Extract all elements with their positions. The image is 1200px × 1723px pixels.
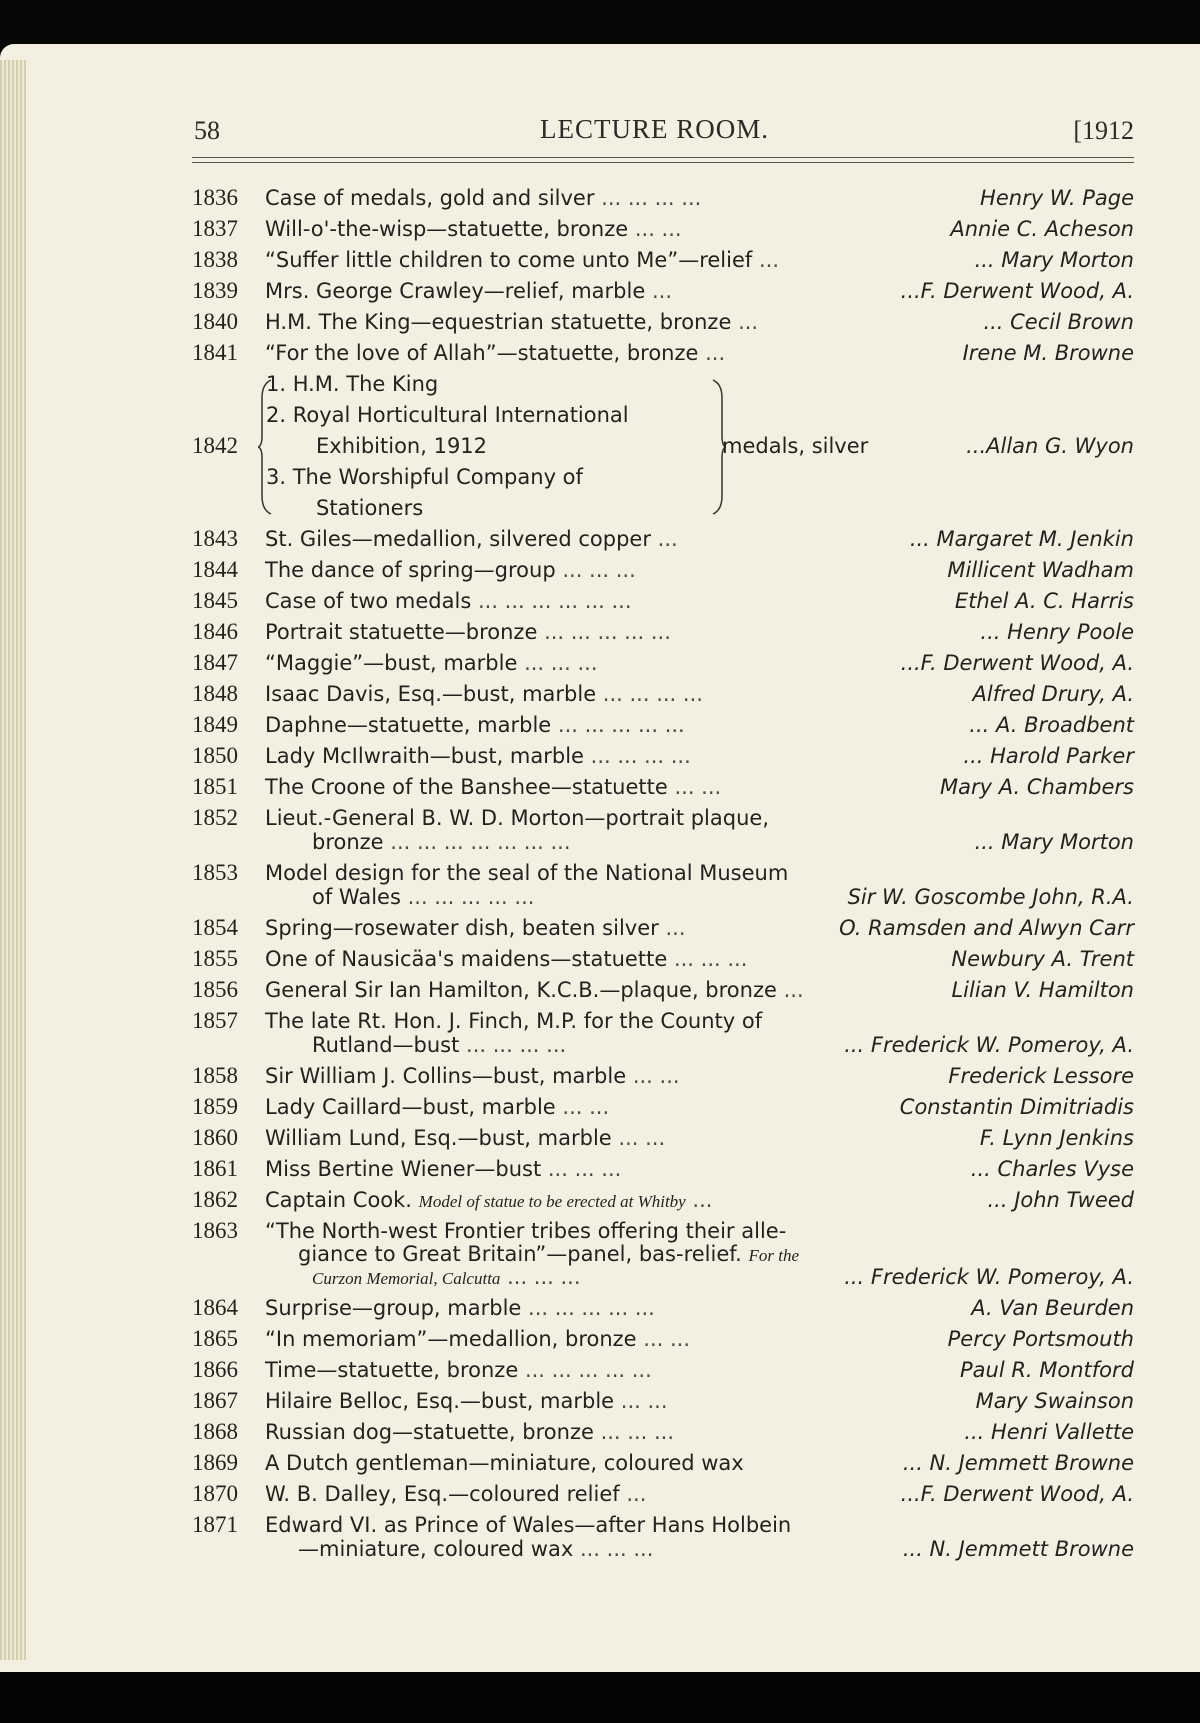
entry-number: 1866: [192, 1357, 238, 1382]
entry-artist: ... Harold Parker: [963, 744, 1134, 768]
entry-number: 1845: [192, 588, 238, 613]
entry-title: Isaac Davis, Esq.—bust, marble ... ... ... ...: [265, 682, 703, 706]
entry-artist: O. Ramsden and Alwyn Carr: [839, 916, 1134, 940]
group-item: 2. Royal Horticultural International: [266, 403, 629, 427]
entry-1843: [192, 525, 1134, 553]
entry-1846: [192, 618, 1134, 646]
entry-artist: ... Charles Vyse: [970, 1157, 1134, 1181]
entry-artist: A. Van Beurden: [971, 1296, 1134, 1320]
entry-title: Case of two medals ... ... ... ... ... ...: [265, 589, 632, 613]
entry-1858: [192, 1062, 1134, 1090]
entry-title: William Lund, Esq.—bust, marble ... ...: [265, 1126, 666, 1150]
entry-number: 1855: [192, 946, 238, 971]
entry-title: “In memoriam”—medallion, bronze ... ...: [265, 1327, 691, 1351]
entry-number: 1865: [192, 1326, 238, 1351]
entry-number: 1869: [192, 1450, 238, 1475]
entry-title-cont: —miniature, coloured wax ... ... ...: [298, 1537, 654, 1561]
entry-1851: [192, 773, 1134, 801]
entry-title: The dance of spring—group ... ... ...: [265, 558, 636, 582]
entry-title: H.M. The King—equestrian statuette, bronze ...: [265, 310, 759, 334]
entry-number: 1850: [192, 743, 238, 768]
entry-number: 1846: [192, 619, 238, 644]
header-rule-thin: [192, 162, 1134, 163]
entry-artist: Frederick Lessore: [948, 1064, 1134, 1088]
entry-number: 1862: [192, 1187, 238, 1212]
entry-number: 1871: [192, 1512, 238, 1537]
entry-artist: Mary Swainson: [975, 1389, 1134, 1413]
entry-title: A Dutch gentleman—miniature, coloured wax: [265, 1451, 744, 1475]
page-title: LECTURE ROOM.: [540, 114, 769, 144]
entry-1847: [192, 649, 1134, 677]
entry-artist: Irene M. Browne: [962, 341, 1134, 365]
entry-artist: Alfred Drury, A.: [972, 682, 1134, 706]
entry-1863-cont2: [192, 1263, 1134, 1291]
entry-title: Sir William J. Collins—bust, marble ... ...: [265, 1064, 680, 1088]
left-brace: [258, 378, 272, 516]
entry-artist: Paul R. Montford: [959, 1358, 1134, 1382]
entry-number: 1858: [192, 1063, 238, 1088]
entry-1871-cont: [192, 1535, 1134, 1563]
entry-artist: ...F. Derwent Wood, A.: [900, 651, 1134, 675]
entry-artist: ... Frederick W. Pomeroy, A.: [844, 1033, 1134, 1057]
entry-artist: ... John Tweed: [987, 1188, 1134, 1212]
group-item: 1. H.M. The King: [266, 372, 439, 396]
entry-number: 1841: [192, 340, 238, 365]
entry-1866: [192, 1356, 1134, 1384]
entry-title-cont: Curzon Memorial, Calcutta ... ... ...: [312, 1265, 581, 1289]
entry-1852-cont: [192, 828, 1134, 856]
entry-title: W. B. Dalley, Esq.—coloured relief ...: [265, 1482, 647, 1506]
entry-title: Edward VI. as Prince of Wales—after Hans Holbein: [265, 1513, 792, 1537]
entry-title: “For the love of Allah”—statuette, bronze ...: [265, 341, 726, 365]
entry-number: 1861: [192, 1156, 238, 1181]
bottom-background: [0, 1672, 1200, 1723]
entry-artist: ... Cecil Brown: [983, 310, 1134, 334]
entry-title: Lady McIlwraith—bust, marble ... ... ... ...: [265, 744, 691, 768]
entry-artist: ... N. Jemmett Browne: [902, 1451, 1134, 1475]
entry-title: Captain Cook. Model of statue to be erected at Whitby ...: [265, 1188, 713, 1212]
entry-number: 1853: [192, 860, 238, 885]
entry-title: “Suffer little children to come unto Me”—relief ...: [265, 248, 780, 272]
entry-number: 1847: [192, 650, 238, 675]
entry-number: 1836: [192, 185, 238, 210]
entry-number: 1863: [192, 1218, 238, 1243]
entry-1849: [192, 711, 1134, 739]
entry-title: St. Giles—medallion, silvered copper ...: [265, 527, 678, 551]
entry-1853-cont: [192, 883, 1134, 911]
entry-number: 1839: [192, 278, 238, 303]
entry-1860: [192, 1124, 1134, 1152]
entry-title-cont: giance to Great Britain”—panel, bas-relief. For the: [298, 1242, 800, 1266]
entry-artist: ... Margaret M. Jenkin: [909, 527, 1134, 551]
entry-1838: [192, 246, 1134, 274]
entry-1840: [192, 308, 1134, 336]
entry-title: The late Rt. Hon. J. Finch, M.P. for the County of: [265, 1009, 763, 1033]
entry-1869: [192, 1449, 1134, 1477]
entry-1839: [192, 277, 1134, 305]
entry-number: 1837: [192, 216, 238, 241]
entry-title-cont: bronze ... ... ... ... ... ... ...: [312, 830, 571, 854]
entry-title: Miss Bertine Wiener—bust ... ... ...: [265, 1157, 622, 1181]
entry-1844: [192, 556, 1134, 584]
entry-1848: [192, 680, 1134, 708]
group-item: 3. The Worshipful Company of: [266, 465, 583, 489]
entry-title: Surprise—group, marble ... ... ... ... ...: [265, 1296, 655, 1320]
entry-1864: [192, 1294, 1134, 1322]
group-item: Stationers: [316, 496, 424, 520]
entry-title: Mrs. George Crawley—relief, marble ...: [265, 279, 672, 303]
header-rule: [192, 157, 1134, 158]
entry-number: 1856: [192, 977, 238, 1002]
entry-artist: ... Henri Vallette: [964, 1420, 1134, 1444]
entry-title: Will-o'-the-wisp—statuette, bronze ... ...: [265, 217, 682, 241]
entry-1857-cont: [192, 1031, 1134, 1059]
entry-number: 1848: [192, 681, 238, 706]
entry-title: Case of medals, gold and silver ... ... ... ...: [265, 186, 702, 210]
entry-title: Daphne—statuette, marble ... ... ... ... ...: [265, 713, 685, 737]
entry-note: Curzon Memorial, Calcutta: [312, 1269, 501, 1288]
entry-1862: [192, 1186, 1134, 1214]
entry-note: Model of statue to be erected at Whitby: [418, 1192, 686, 1211]
entry-1854: [192, 914, 1134, 942]
entry-number: 1842: [192, 433, 238, 458]
entry-1837: [192, 215, 1134, 243]
page-number: 58: [194, 116, 220, 145]
entry-number: 1840: [192, 309, 238, 334]
entry-1859: [192, 1093, 1134, 1121]
entry-artist: ...Allan G. Wyon: [966, 434, 1134, 458]
entry-artist: ... Mary Morton: [974, 248, 1134, 272]
group-medals-label: medals, silver: [722, 434, 869, 458]
entry-number: 1843: [192, 526, 238, 551]
entry-1855: [192, 945, 1134, 973]
entry-artist: Annie C. Acheson: [950, 217, 1134, 241]
entry-1845: [192, 587, 1134, 615]
group-item: Exhibition, 1912: [316, 434, 488, 458]
entry-1836: [192, 184, 1134, 212]
entry-artist: Sir W. Goscombe John, R.A.: [847, 885, 1134, 909]
entry-number: 1864: [192, 1295, 238, 1320]
top-background: [0, 0, 1200, 48]
entry-number: 1854: [192, 915, 238, 940]
entry-1861: [192, 1155, 1134, 1183]
entry-artist: ...F. Derwent Wood, A.: [900, 279, 1134, 303]
entry-artist: Lilian V. Hamilton: [951, 978, 1134, 1002]
entry-number: 1844: [192, 557, 238, 582]
entry-number: 1860: [192, 1125, 238, 1150]
entry-title-cont: Rutland—bust ... ... ... ...: [312, 1033, 567, 1057]
entry-artist: ... Henry Poole: [980, 620, 1134, 644]
entry-title: “The North-west Frontier tribes offering their alle-: [265, 1219, 787, 1243]
entry-title: Hilaire Belloc, Esq.—bust, marble ... ...: [265, 1389, 668, 1413]
entry-artist: ...F. Derwent Wood, A.: [900, 1482, 1134, 1506]
entry-title: Lady Caillard—bust, marble ... ...: [265, 1095, 610, 1119]
page-year: [1912: [1073, 116, 1134, 145]
entry-number: 1857: [192, 1008, 238, 1033]
entry-title-cont: of Wales ... ... ... ... ...: [312, 885, 535, 909]
entry-title: Russian dog—statuette, bronze ... ... ...: [265, 1420, 675, 1444]
entry-number: 1838: [192, 247, 238, 272]
entry-number: 1851: [192, 774, 238, 799]
entry-note: For the: [748, 1246, 800, 1265]
entry-artist: Ethel A. C. Harris: [954, 589, 1134, 613]
entry-title: General Sir Ian Hamilton, K.C.B.—plaque, bronze ...: [265, 978, 804, 1002]
entry-artist: Millicent Wadham: [947, 558, 1134, 582]
entry-artist: F. Lynn Jenkins: [979, 1126, 1134, 1150]
entry-artist: ... Frederick W. Pomeroy, A.: [844, 1265, 1134, 1289]
entry-1868: [192, 1418, 1134, 1446]
entry-title: Time—statuette, bronze ... ... ... ... ...: [265, 1358, 652, 1382]
entry-artist: ... Mary Morton: [974, 830, 1134, 854]
entry-1856: [192, 976, 1134, 1004]
entry-number: 1868: [192, 1419, 238, 1444]
entry-title: Model design for the seal of the National Museum: [265, 861, 789, 885]
entry-title: Portrait statuette—bronze ... ... ... ... ...: [265, 620, 671, 644]
entry-title: Spring—rosewater dish, beaten silver ...: [265, 916, 686, 940]
entry-number: 1859: [192, 1094, 238, 1119]
entry-artist: Percy Portsmouth: [947, 1327, 1134, 1351]
entry-title: One of Nausicäa's maidens—statuette ... ... ...: [265, 947, 748, 971]
entry-number: 1870: [192, 1481, 238, 1506]
entry-artist: Constantin Dimitriadis: [899, 1095, 1134, 1119]
entry-1867: [192, 1387, 1134, 1415]
entry-artist: Henry W. Page: [980, 186, 1134, 210]
entry-artist: Mary A. Chambers: [940, 775, 1134, 799]
entry-title: The Croone of the Banshee—statuette ... ...: [265, 775, 722, 799]
entry-number: 1849: [192, 712, 238, 737]
entry-1841: [192, 339, 1134, 367]
entry-artist: ... N. Jemmett Browne: [902, 1537, 1134, 1561]
entry-number: 1852: [192, 805, 238, 830]
entry-1870: [192, 1480, 1134, 1508]
entry-number: 1867: [192, 1388, 238, 1413]
entry-artist: Newbury A. Trent: [951, 947, 1134, 971]
entry-artist: ... A. Broadbent: [969, 713, 1134, 737]
entry-title: Lieut.-General B. W. D. Morton—portrait plaque,: [265, 806, 769, 830]
entry-1850: [192, 742, 1134, 770]
entry-1865: [192, 1325, 1134, 1353]
entry-title: “Maggie”—bust, marble ... ... ...: [265, 651, 598, 675]
page-edge: [0, 60, 26, 1660]
